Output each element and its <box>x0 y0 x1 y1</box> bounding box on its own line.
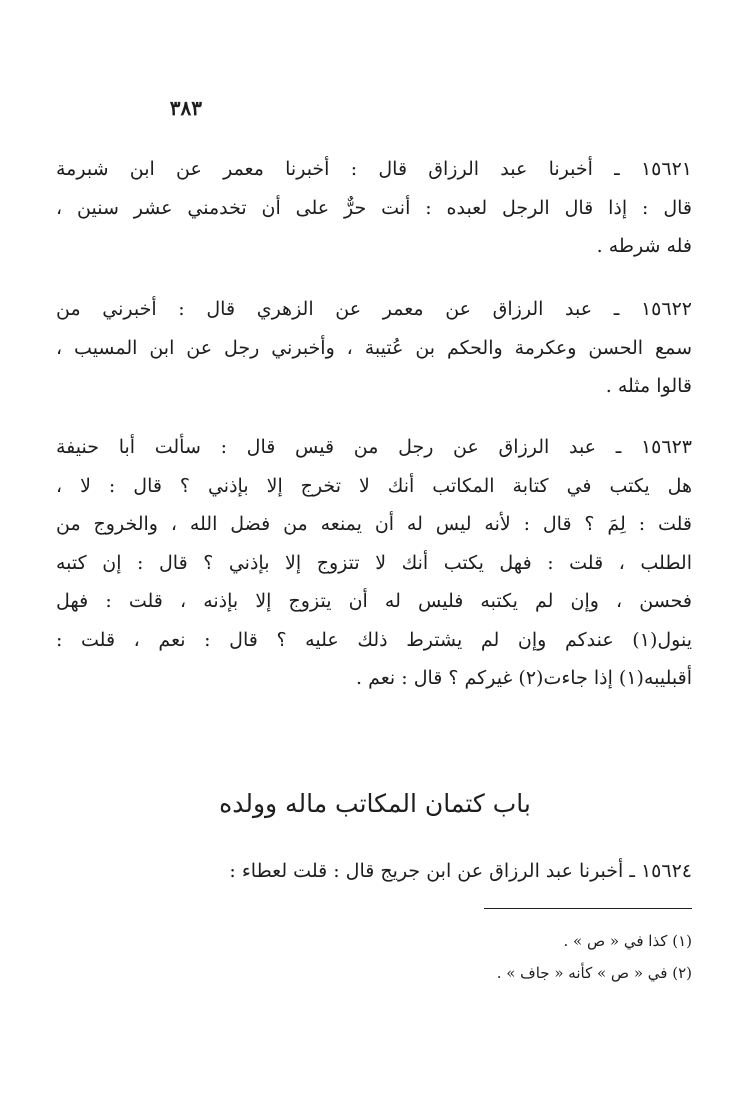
footnote-1: (١) كذا في « ص » . <box>563 932 692 950</box>
text-line: الطلب ، قلت : فهل يكتب أنك لا تتزوج إلا بإذني ؟ قال : إن كتبه <box>56 551 692 574</box>
text-line: ١٥٦٢٤ ـ أخبرنا عبد الرزاق عن ابن جريج قال : قلت لعطاء : <box>229 860 692 882</box>
hadith-paragraph-15624 <box>56 852 692 891</box>
text-line: ١٥٦٢٢ ـ عبد الرزاق عن معمر عن الزهري قال : أخبرني من <box>56 298 692 320</box>
text-line: أقبليبه(١) إذا جاءت(٢) غيركم ؟ قال : نعم . <box>356 667 692 689</box>
section-heading: باب كتمان المكاتب ماله وولده <box>219 789 531 818</box>
text-line: ١٥٦٢٣ ـ عبد الرزاق عن رجل من قيس قال : سألت أبا حنيفة <box>56 436 692 458</box>
hadith-paragraph-15621 <box>56 150 692 266</box>
text-line: قالوا مثله . <box>605 375 692 397</box>
page-number: ٣٨٣ <box>169 96 202 120</box>
text-line: قلت : لِمَ ؟ قال : لأنه ليس له أن يمنعه من فضل الله ، والخروج من <box>56 513 692 535</box>
hadith-paragraph-15623 <box>56 428 692 698</box>
text-line: قال : إذا قال الرجل لعبده : أنت حرٌّ على أن تخدمني عشر سنين ، <box>56 196 692 219</box>
text-line: فحسن ، وإن لم يكتبه فليس له أن يتزوج إلا بإذنه ، قلت : فهل <box>56 590 692 612</box>
hadith-paragraph-15622 <box>56 290 692 406</box>
text-line: ينول(١) عندكم وإن لم يشترط ذلك عليه ؟ قال : نعم ، قلت : <box>56 628 692 651</box>
text-line: سمع الحسن وعكرمة والحكم بن عُتيبة ، وأخبرني رجل عن ابن المسيب ، <box>56 336 692 359</box>
footnote-2: (٢) في « ص » كأنه « جاف » . <box>496 964 692 982</box>
text-line: ١٥٦٢١ ـ أخبرنا عبد الرزاق قال : أخبرنا معمر عن ابن شبرمة <box>56 158 692 180</box>
text-line: فله شرطه . <box>596 235 692 257</box>
footnote-divider <box>484 908 692 909</box>
text-line: هل يكتب في كتابة المكاتب أنك لا تخرج إلا بإذني ؟ قال : لا ، <box>56 474 692 497</box>
